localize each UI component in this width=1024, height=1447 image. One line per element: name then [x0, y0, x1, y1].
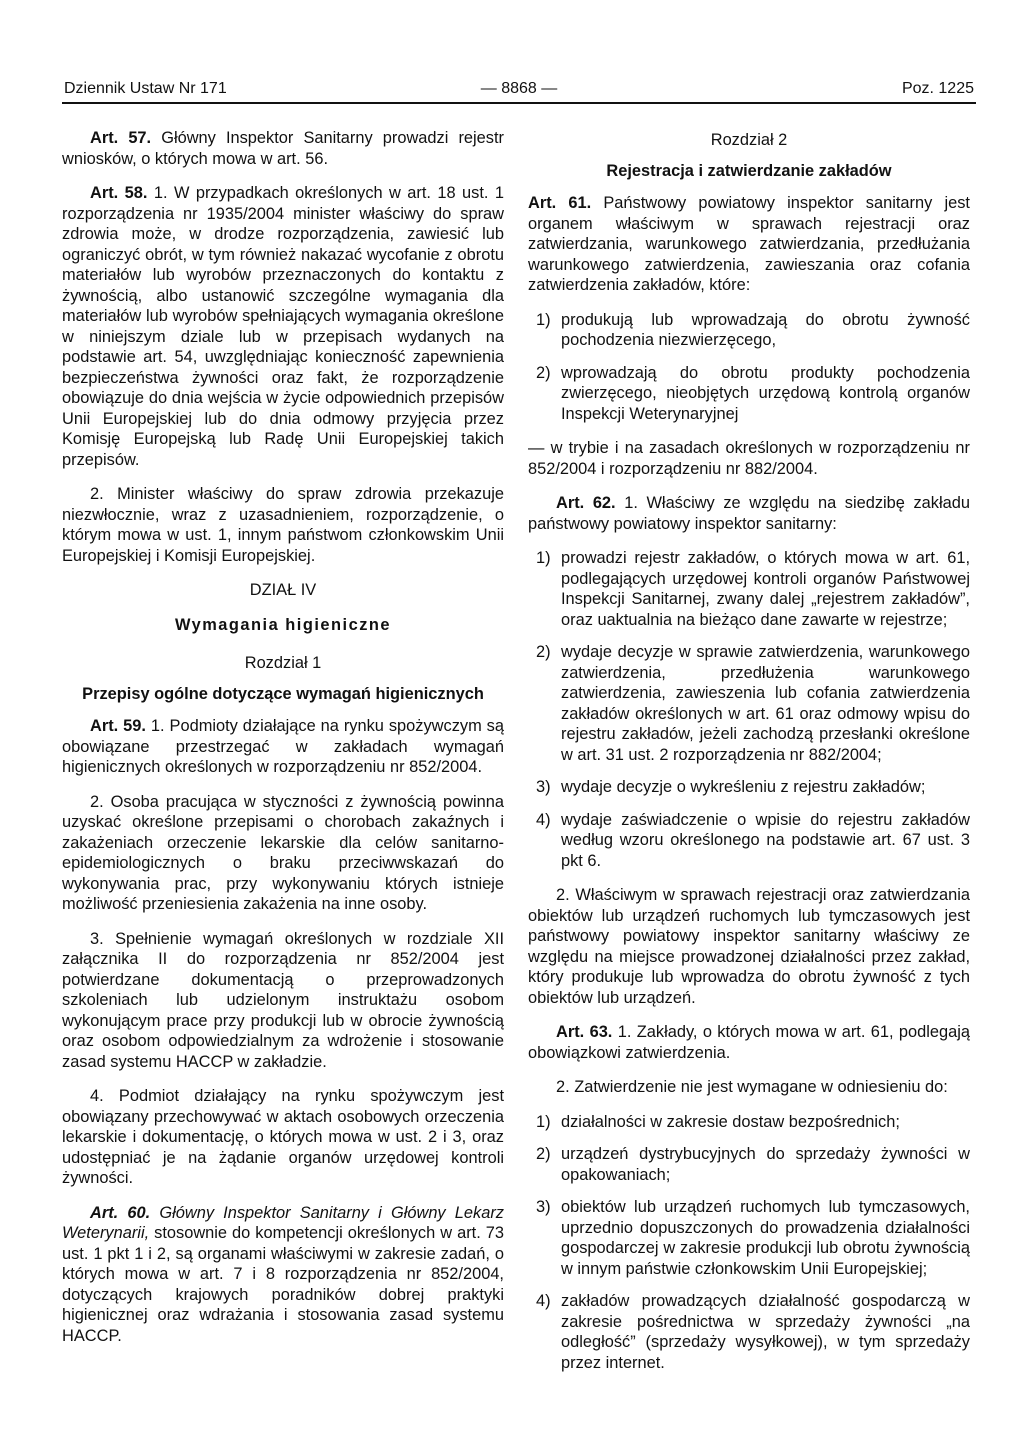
item-number: 3) — [536, 778, 551, 796]
list-item — [528, 310, 970, 351]
art-63-para-1 — [528, 1022, 970, 1063]
art-63-para-2: 2. Zatwierdzenie nie jest wymagane w odniesieniu do: — [556, 1078, 948, 1096]
item-number: 2) — [536, 643, 551, 661]
list-item — [528, 777, 970, 798]
art-60 — [62, 1203, 504, 1347]
list-item — [528, 363, 970, 425]
item-text: obiektów lub urządzeń ruchomych lub tymczasowych, uprzednio dopuszczonych do prowadzenia działalności gospodarczej w zakresie produkcji lub obrotu żywnością w innym państwie członkowskim Unii Europejskiej; — [561, 1198, 970, 1278]
art-59-para-3: 3. Spełnienie wymagań określonych w rozdziale XII załącznika II do rozporządzenia nr 852/2004 jest potwierdzane dokumentacją o przeprowadzonych szkoleniach lub udzielonym instruktażu osobom wykonującym prace przy produkcji lub w obrocie żywnością oraz osobom odpowiedzialnym za wdrożenie i stosowanie zasad systemu HACCP w zakładzie. — [62, 929, 504, 1071]
item-text: zakładów prowadzących działalność gospodarczą w zakresie pośrednictwa w sprzedaży żywności „na odległość” (sprzedaży wysyłkowej), w tym sprzedaży przez internet. — [561, 1292, 970, 1372]
art-59-label: Art. 59. — [90, 717, 146, 735]
art-61-list — [528, 310, 970, 425]
art-61-text: Państwowy powiatowy inspektor sanitarny jest organem właściwym w sprawach rejestracji oraz zatwierdzania, warunkowego zatwierdzania, przedłużania warunkowego zatwierdzenia, zawieszania oraz cofania zatwierdzenia zakładów, które: — [528, 194, 970, 294]
art-63-list — [528, 1112, 970, 1374]
position-number: Poz. 1225 — [901, 80, 974, 97]
left-column — [62, 128, 504, 1360]
list-item — [528, 1144, 970, 1185]
art-59-para-1 — [62, 716, 504, 778]
rozdzial-2-heading: Rozdział 2 — [710, 131, 788, 149]
art-62-list — [528, 548, 970, 871]
art-62-p1-text: 1. Właściwy ze względu na siedzibę zakładu państwowy powiatowy inspektor sanitarny: — [528, 494, 970, 533]
art-61 — [528, 193, 970, 296]
art-59-p1-text: 1. Podmioty działające na rynku spożywczym są obowiązane przestrzegać w zakładach wymagań higienicznych określonych w rozporządzeniu nr 852/2004. — [62, 717, 504, 776]
art-59-para-4: 4. Podmiot działający na rynku spożywczym jest obowiązany przechowywać w aktach osobowych orzeczenia lekarskie i dokumentację, o których mowa w ust. 2 i 3, oraz udostępniać je na żądanie organów urzędowej kontroli żywności. — [62, 1087, 504, 1187]
item-number: 2) — [536, 1145, 551, 1163]
dzial-heading: DZIAŁ IV — [249, 581, 317, 599]
art-57-label: Art. 57. — [90, 129, 152, 147]
art-62-para-2: 2. Właściwym w sprawach rejestracji oraz zatwierdzania obiektów lub urządzeń ruchomych lub tymczasowych jest państwowy powiatowy inspektor sanitarny właściwy ze względu na miejsce prowadzonej działalności przez zakład, który produkuje lub wprowadza do obrotu żywność z tych obiektów lub urządzeń. — [528, 886, 970, 1007]
art-60-text: stosownie do kompetencji określonych w art. 73 ust. 1 pkt 1 i 2, są organami właściwymi w zakresie zadań, o których mowa w art. 7 i 8 rozporządzenia nr 852/2004, dotyczących krajowych poradników dobrej praktyki higienicznej oraz wdrażania i stosowania zasad systemu HACCP. — [62, 1224, 504, 1345]
item-text: urządzeń dystrybucyjnych do sprzedaży żywności w opakowaniach; — [561, 1145, 970, 1184]
rozdzial-2-title: Rejestracja i zatwierdzanie zakładów — [606, 161, 892, 180]
item-number: 2) — [536, 363, 551, 382]
dzial-title: Wymagania higieniczne — [174, 615, 392, 634]
art-63-label: Art. 63. — [556, 1023, 613, 1041]
art-60-label: Art. 60. — [90, 1203, 151, 1222]
art-58-para-2: 2. Minister właściwy do spraw zdrowia przekazuje niezwłocznie, wraz z uzasadnieniem, rozporządzenie, o którym mowa w ust. 1, innym państwom członkowskim Unii Europejskiej i Komisji Europejskiej. — [62, 485, 504, 565]
right-column — [528, 128, 970, 1387]
list-item — [528, 1197, 970, 1279]
item-number: 4) — [536, 810, 551, 829]
item-text: działalności w zakresie dostaw bezpośrednich; — [561, 1112, 900, 1131]
list-item — [528, 1291, 970, 1373]
item-text: wydaje decyzje o wykreśleniu z rejestru zakładów; — [561, 778, 926, 796]
list-item — [528, 548, 970, 630]
item-number: 1) — [536, 1112, 551, 1131]
art-60-italic: Główny Inspektor Sanitarny i Główny Lekarz Weterynarii, — [62, 1203, 504, 1242]
art-62-para-1 — [528, 493, 970, 534]
item-text: wprowadzają do obrotu produkty pochodzenia zwierzęcego, nieobjętych urzędową kontrolą organów Inspekcji Weterynaryjnej — [561, 363, 970, 423]
item-number: 4) — [536, 1292, 551, 1310]
art-57 — [62, 128, 504, 169]
item-number: 1) — [536, 549, 551, 567]
item-text: produkują lub wprowadzają do obrotu żywność pochodzenia niezwierzęcego, — [561, 310, 970, 349]
page-header — [62, 76, 976, 104]
list-item — [528, 642, 970, 765]
art-58-para-1 — [62, 183, 504, 470]
item-text: wydaje decyzje w sprawie zatwierdzenia, warunkowego zatwierdzenia, przedłużenia warunkowego zatwierdzenia, zawieszenia lub cofania zatwierdzenia zakładów określonych w art. 61 oraz odmowy wpisu do rejestru zakładów, jeżeli zachodzą przesłanki określone w art. 31 ust. 2 rozporządzenia nr 882/2004; — [561, 643, 970, 764]
list-item — [528, 1112, 970, 1133]
art-59-para-2: 2. Osoba pracująca w styczności z żywnością powinna uzyskać określone przepisami o chorobach zakaźnych i zakażeniach orzeczenie lekarskie dla celów sanitarno-epidemiologicznych o braku przeciwwskazań do wykonywania prac, przy wykonywaniu których istnieje możliwość przeniesienia zakażenia na inne osoby. — [62, 792, 504, 913]
art-62-label: Art. 62. — [556, 494, 616, 512]
art-57-text: Główny Inspektor Sanitarny prowadzi rejestr wniosków, o których mowa w art. 56. — [62, 129, 504, 168]
item-text: wydaje zaświadczenie o wpisie do rejestru zakładów według wzoru określonego na podstawie art. 67 ust. 3 pkt 6. — [561, 810, 970, 870]
item-number: 1) — [536, 310, 551, 329]
journal-title: Dziennik Ustaw Nr 171 — [64, 80, 227, 97]
art-58-label: Art. 58. — [90, 184, 148, 202]
list-item — [528, 810, 970, 872]
art-63-p1-text: 1. Zakłady, o których mowa w art. 61, podlegają obowiązkowi zatwierdzenia. — [528, 1023, 970, 1062]
art-58-p1-text: 1. W przypadkach określonych w art. 18 ust. 1 rozporządzenia nr 1935/2004 minister właściwy do spraw zdrowia może, w drodze rozporządzenia, zawiesić lub ograniczyć obrót, w tym również nakazać wycofanie z obrotu materiałów lub wyrobów przeznaczonych do kontaktu z żywnością, albo ustanowić szczególne wymagania dla materiałów lub wyrobów spełniających wymagania określone w niniejszym dziale lub w przepisach wydanych na podstawie art. 54, uwzględniając konieczność zapewnienia bezpieczeństwa żywności oraz fakt, że rozporządzenie obowiązuje do dnia wejścia w życie odpowiednich przepisów Unii Europejskiej lub do dnia odmowy przyjęcia przez Komisję Europejską lub Radę Unii Europejskiej takich przepisów. — [62, 184, 504, 469]
art-61-label: Art. 61. — [528, 194, 592, 212]
item-number: 3) — [536, 1198, 551, 1216]
item-text: prowadzi rejestr zakładów, o których mowa w art. 61, podlegających urzędowej kontroli organów Państwowej Inspekcji Sanitarnej, zwany dalej „rejestrem zakładów”, oraz uaktualnia na bieżąco dane zawarte w rejestrze; — [561, 549, 970, 629]
page-number: — 8868 — — [480, 80, 558, 97]
rozdzial-1-heading: Rozdział 1 — [244, 654, 322, 672]
rozdzial-1-title: Przepisy ogólne dotyczące wymagań higienicznych — [82, 684, 484, 703]
art-61-tail: — w trybie i na zasadach określonych w rozporządzeniu nr 852/2004 i rozporządzeniu nr 882/2004. — [528, 439, 970, 478]
